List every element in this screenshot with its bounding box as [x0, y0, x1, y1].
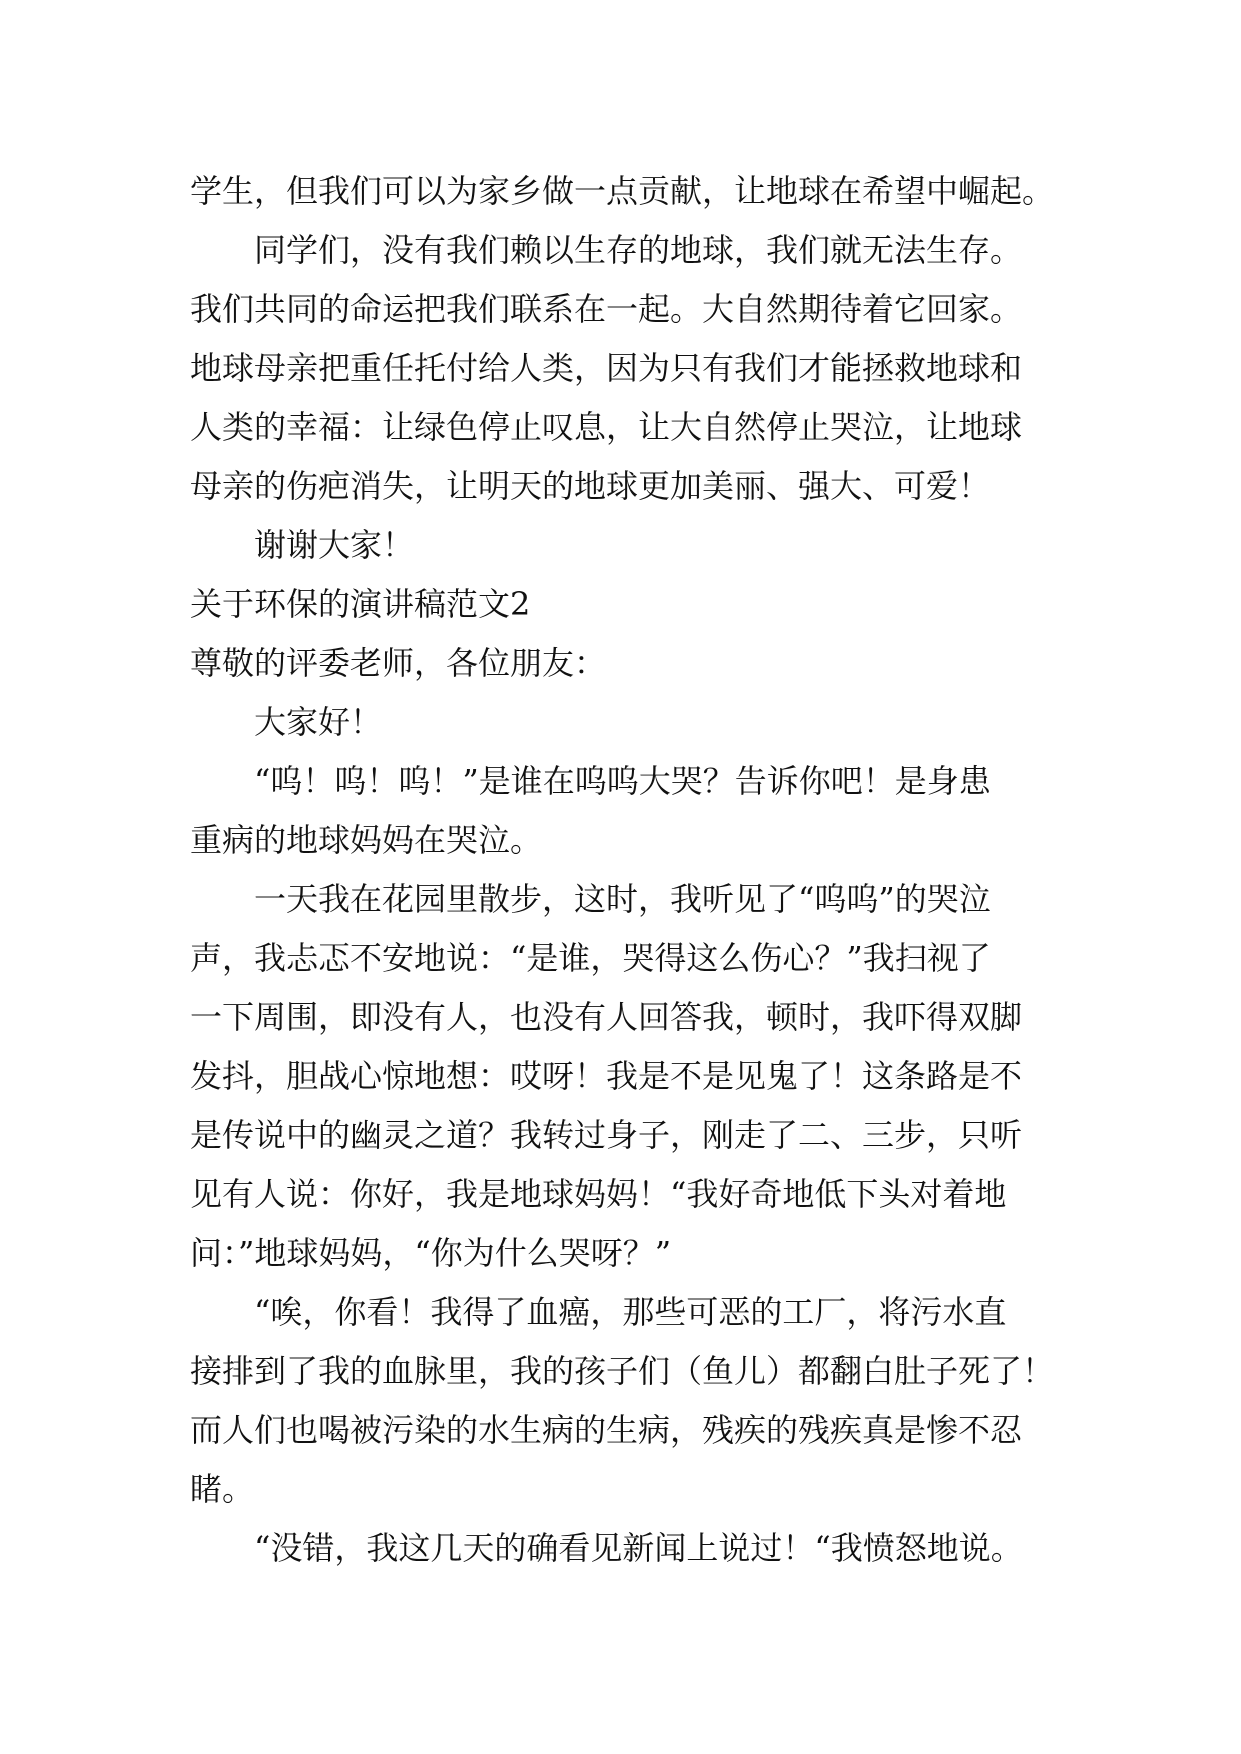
closing-line: 谢谢大家！: [254, 526, 415, 564]
paragraph-line: 睹。: [190, 1470, 255, 1508]
paragraph-line: 发抖，胆战心惊地想：哎呀！我是不是见鬼了！这条路是不: [190, 1057, 1023, 1095]
paragraph-line: 人类的幸福：让绿色停止叹息，让大自然停止哭泣，让地球: [190, 408, 1023, 446]
paragraph-line: 学生，但我们可以为家乡做一点贡献，让地球在希望中崛起。: [190, 172, 1055, 210]
paragraph-line: 见有人说：你好，我是地球妈妈！“我好奇地低下头对着地: [190, 1175, 1007, 1213]
paragraph-line: 一天我在花园里散步，这时，我听见了“呜呜”的哭泣: [254, 880, 991, 918]
paragraph-line: 接排到了我的血脉里，我的孩子们（鱼儿）都翻白肚子死了！: [190, 1352, 1055, 1390]
paragraph-line: 声，我忐忑不安地说：“是谁，哭得这么伤心？”我扫视了: [190, 939, 991, 977]
paragraph-line: “唉，你看！我得了血癌，那些可恶的工厂，将污水直: [254, 1293, 1007, 1331]
paragraph-line: 同学们，没有我们赖以生存的地球，我们就无法生存。: [254, 231, 1023, 269]
paragraph-line: 是传说中的幽灵之道？我转过身子，刚走了二、三步，只听: [190, 1116, 1023, 1154]
paragraph-line: 问：”地球妈妈，“你为什么哭呀？”: [190, 1234, 672, 1272]
section-heading: 关于环保的演讲稿范文2: [190, 585, 531, 623]
paragraph-line: 重病的地球妈妈在哭泣。: [190, 821, 543, 859]
paragraph-line: 母亲的伤疤消失，让明天的地球更加美丽、强大、可爱！: [190, 467, 991, 505]
greeting-line: 大家好！: [254, 703, 383, 741]
paragraph-line: 我们共同的命运把我们联系在一起。大自然期待着它回家。: [190, 290, 1023, 328]
document-body: [190, 162, 1090, 1578]
paragraph-line: “呜！呜！呜！”是谁在呜呜大哭？告诉你吧！是身患: [254, 762, 991, 800]
paragraph-line: 一下周围，即没有人，也没有人回答我，顿时，我吓得双脚: [190, 998, 1023, 1036]
paragraph-line: 而人们也喝被污染的水生病的生病，残疾的残疾真是惨不忍: [190, 1411, 1023, 1449]
paragraph-line: 地球母亲把重任托付给人类，因为只有我们才能拯救地球和: [190, 349, 1023, 387]
paragraph-line: “没错，我这几天的确看见新闻上说过！“我愤怒地说。: [254, 1529, 1023, 1567]
salutation-line: 尊敬的评委老师，各位朋友：: [190, 644, 607, 682]
